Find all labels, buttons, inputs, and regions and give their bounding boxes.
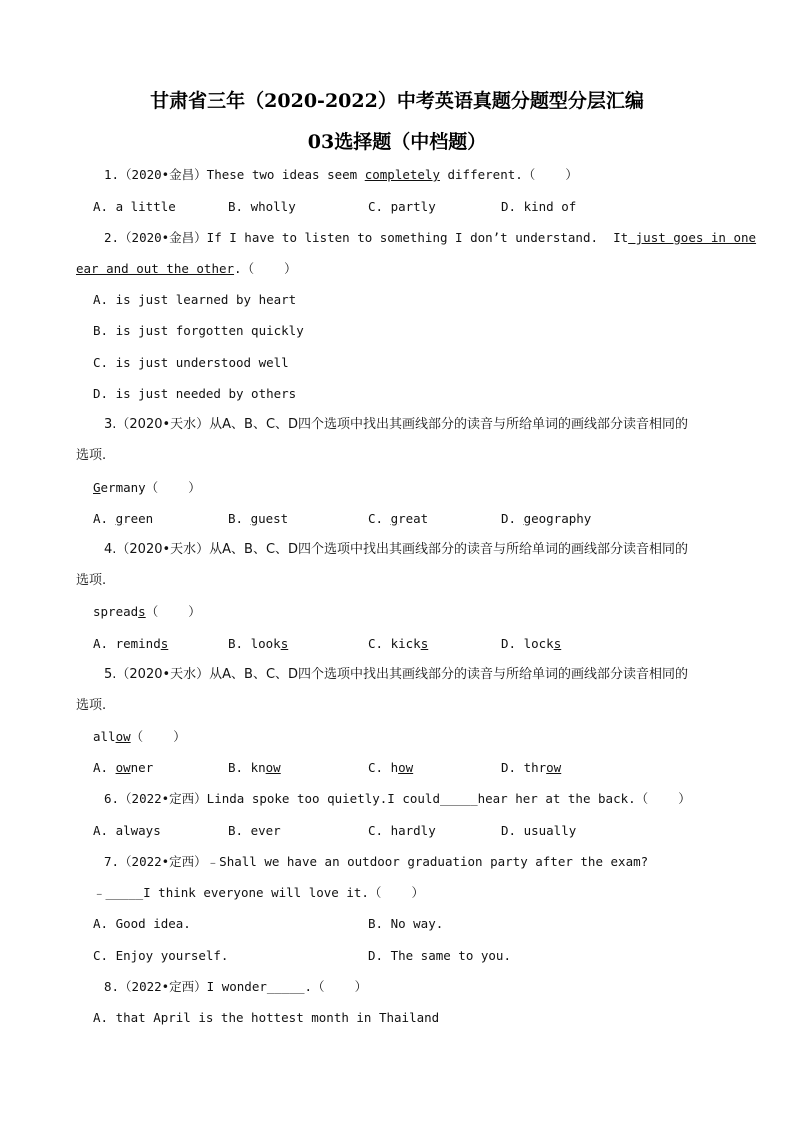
- question-4-word-underlined: s: [138, 604, 146, 619]
- q6-option-a: A. always: [93, 823, 161, 838]
- q7-option-a: A. Good idea.: [93, 916, 191, 931]
- q4-option-a: A. reminds: [93, 636, 169, 651]
- q1-option-c: C. partly: [368, 199, 436, 214]
- question-3-word-underlined: G: [93, 480, 101, 495]
- question-3-line-2: 选项.: [76, 448, 107, 463]
- question-2-underlined-2: ear and out the other: [76, 261, 235, 276]
- question-4-line-2: 选项.: [76, 573, 107, 588]
- q4-option-d: D. locks: [501, 636, 562, 651]
- document-title: 甘肃省三年（2020-2022）中考英语真题分题型分层汇编: [150, 90, 644, 112]
- q8-option-a: A. that April is the hottest month in Thailand: [93, 1010, 440, 1025]
- question-5-line-1: 5.（2020•天水）从A、B、C、D四个选项中找出其画线部分的读音与所给单词的画线部分读音相同的: [104, 667, 689, 682]
- q4-option-c: C. kicks: [368, 636, 429, 651]
- question-2-text: 2.（2020•金昌）If I have to listen to something I don’t understand. It: [104, 230, 629, 245]
- q6-option-d: D. usually: [501, 823, 577, 838]
- question-1-blank: different.（ ）: [439, 167, 578, 182]
- q2-option-a: A. is just learned by heart: [93, 292, 297, 307]
- q2-option-d: D. is just needed by others: [93, 386, 297, 401]
- question-4-word: spreads（ ）: [93, 604, 201, 619]
- question-4-line-1: 4.（2020•天水）从A、B、C、D四个选项中找出其画线部分的读音与所给单词的画线部分读音相同的: [104, 542, 689, 557]
- q5-option-c: C. how: [368, 760, 414, 775]
- question-2-blank: .（ ）: [234, 261, 297, 276]
- q2-option-c: C. is just understood well: [93, 355, 289, 370]
- q7-option-c: C. Enjoy yourself.: [93, 948, 229, 963]
- q1-option-a: A. a little: [93, 199, 176, 214]
- question-2-line-1: [104, 229, 756, 247]
- q7-option-d: D. The same to you.: [368, 948, 511, 963]
- question-7-line-2: ﹣_____I think everyone will love it.（ ）: [93, 885, 424, 900]
- question-3-word-rest: ermany（ ）: [100, 480, 201, 495]
- q1-option-d: D. kind of: [501, 199, 577, 214]
- q3-option-a: A. green: [93, 511, 154, 526]
- question-1-underlined: completely: [364, 167, 440, 182]
- question-2-line-2: [76, 260, 297, 278]
- question-5-word: allow（ ）: [93, 729, 186, 744]
- q6-option-b: B. ever: [228, 823, 281, 838]
- q3-option-b: B. guest: [228, 511, 289, 526]
- q4-option-b: B. looks: [228, 636, 289, 651]
- q3-option-c: C. great: [368, 511, 429, 526]
- q6-option-c: C. hardly: [368, 823, 436, 838]
- question-5-line-2: 选项.: [76, 698, 107, 713]
- question-5-word-underlined: ow: [115, 729, 131, 744]
- q5-option-a: A. owner: [93, 760, 154, 775]
- question-6: 6.（2022•定西）Linda spoke too quietly.I could_____hear her at the back.（ ）: [104, 791, 691, 806]
- question-3-word: [93, 479, 201, 497]
- q7-option-b: B. No way.: [368, 916, 444, 931]
- question-8: 8.（2022•定西）I wonder_____.（ ）: [104, 979, 368, 994]
- question-1-text: 1.（2020•金昌）These two ideas seem: [104, 167, 365, 182]
- question-1: [104, 166, 578, 184]
- question-3-line-1: 3.（2020•天水）从A、B、C、D四个选项中找出其画线部分的读音与所给单词的画线部分读音相同的: [104, 417, 689, 432]
- question-7-line-1: 7.（2022•定西）﹣Shall we have an outdoor graduation party after the exam?: [104, 854, 649, 869]
- q3-option-d: D. geography: [501, 511, 592, 526]
- q5-option-d: D. throw: [501, 760, 562, 775]
- document-subtitle: 03选择题（中档题）: [307, 131, 487, 153]
- q1-option-b: B. wholly: [228, 199, 296, 214]
- question-2-underlined-1: just goes in one: [628, 230, 757, 245]
- q5-option-b: B. know: [228, 760, 281, 775]
- q2-option-b: B. is just forgotten quickly: [93, 323, 304, 338]
